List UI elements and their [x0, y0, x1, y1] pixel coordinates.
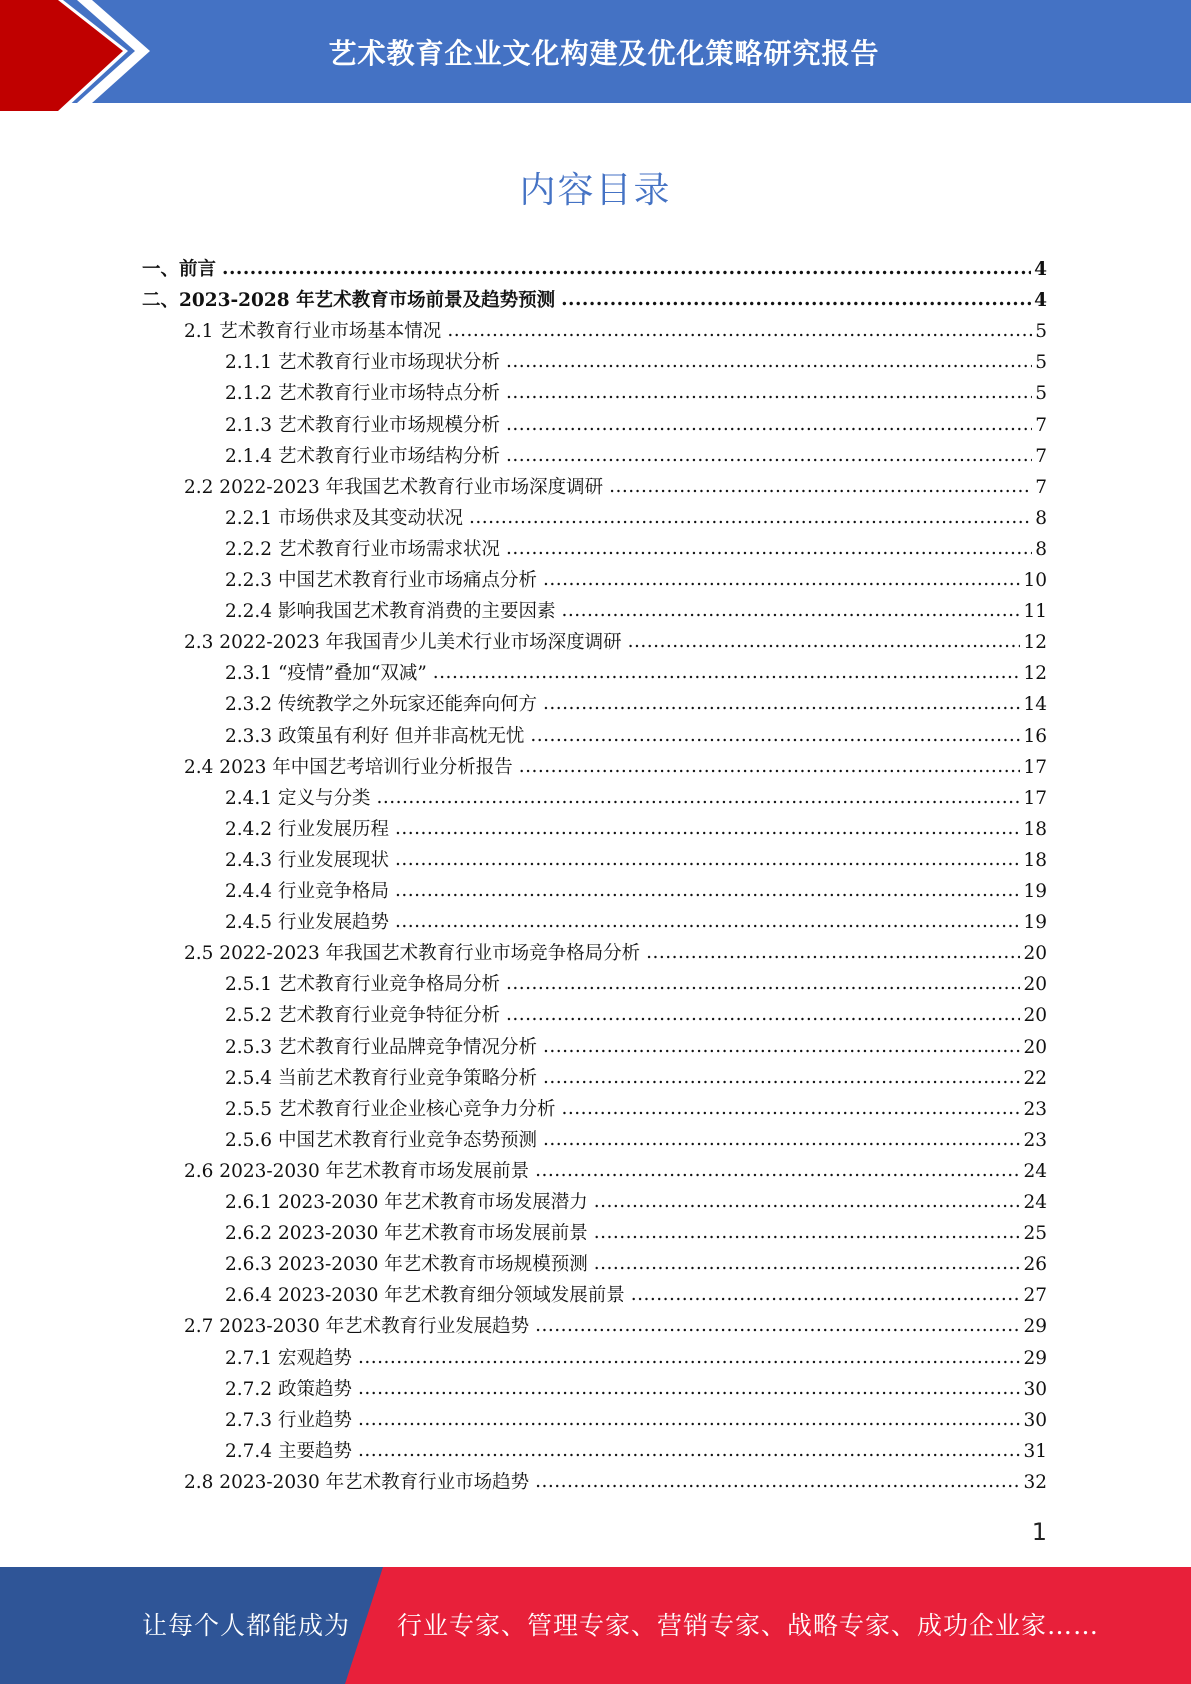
toc-entry[interactable]: [225, 1249, 1047, 1280]
toc-entry[interactable]: [225, 378, 1047, 409]
toc-entry-page-number: 7: [1035, 476, 1047, 498]
toc-entry[interactable]: [225, 969, 1047, 1000]
dot-leader: [561, 1093, 1020, 1124]
dot-leader: [358, 1342, 1021, 1373]
toc-entry-page-number: 20: [1023, 974, 1047, 996]
footer-slogan-lead: 让每个人都能成为: [142, 1611, 351, 1640]
toc-entry-page-number: 12: [1023, 632, 1047, 654]
toc-entry-label: 2.6.3 2023-2030 年艺术教育市场规模预测: [225, 1254, 588, 1276]
toc-entry[interactable]: [225, 1218, 1047, 1249]
toc-entry-label: 二、2023-2028 年艺术教育市场前景及趋势预测: [142, 290, 556, 312]
toc-entry-label: 2.2.1 市场供求及其变动状况: [225, 507, 463, 529]
toc-entry-page-number: 20: [1023, 943, 1047, 965]
toc-entry-page-number: 18: [1023, 849, 1047, 871]
toc-entry-page-number: 4: [1034, 290, 1047, 312]
toc-entry-label: 2.4.2 行业发展历程: [225, 818, 389, 840]
dot-leader: [594, 1186, 1021, 1217]
toc-entry-page-number: 5: [1035, 383, 1047, 405]
toc-entry-page-number: 14: [1023, 694, 1047, 716]
toc-entry-label: 2.2 2022-2023 年我国艺术教育行业市场深度调研: [184, 476, 604, 498]
toc-entry[interactable]: [184, 1156, 1047, 1187]
dot-leader: [543, 1031, 1020, 1062]
toc-entry-page-number: 4: [1034, 259, 1047, 280]
toc-entry-page-number: 27: [1023, 1285, 1047, 1307]
dot-leader: [395, 875, 1020, 906]
toc-entry-label: 2.2.3 中国艺术教育行业市场痛点分析: [225, 570, 537, 591]
dot-leader: [646, 937, 1020, 968]
dot-leader: [535, 1310, 1020, 1341]
toc-entry-page-number: 8: [1035, 507, 1047, 529]
toc-entry[interactable]: [225, 1094, 1047, 1125]
toc-entry-label: 2.7.2 政策趋势: [225, 1378, 352, 1400]
toc-entry[interactable]: [225, 347, 1047, 378]
dot-leader: [506, 533, 1032, 564]
dot-leader: [222, 253, 1031, 284]
toc-entry-page-number: 20: [1023, 1005, 1047, 1027]
toc-entry[interactable]: [184, 1467, 1047, 1498]
toc-entry-label: 2.5.1 艺术教育行业竞争格局分析: [225, 974, 500, 996]
toc-entry[interactable]: [225, 658, 1047, 689]
toc-entry[interactable]: [225, 1125, 1047, 1156]
toc-entry-label: 2.5.2 艺术教育行业竞争特征分析: [225, 1005, 500, 1027]
toc-entry-label: 2.8 2023-2030 年艺术教育行业市场趋势: [184, 1471, 530, 1493]
toc-entry-label: 2.1.4 艺术教育行业市场结构分析: [225, 445, 500, 467]
toc-entry-page-number: 24: [1023, 1192, 1047, 1213]
toc-entry[interactable]: [225, 689, 1047, 720]
dot-leader: [543, 1062, 1020, 1093]
dot-leader: [530, 720, 1020, 751]
toc-entry-label: 2.4.4 行业竞争格局: [225, 881, 389, 902]
toc-entry[interactable]: [225, 1000, 1047, 1031]
dot-leader: [628, 626, 1021, 657]
toc-entry-label: 2.4.5 行业发展趋势: [225, 912, 389, 934]
toc-entry-label: 2.3.1 “疫情”叠加“双减”: [225, 663, 427, 685]
dot-leader: [358, 1435, 1021, 1466]
toc-entry-page-number: 30: [1023, 1409, 1047, 1431]
toc-entry-label: 2.7.4 主要趋势: [225, 1440, 352, 1462]
footer-slogan-list: 行业专家、管理专家、营销专家、战略专家、成功企业家……: [397, 1611, 1100, 1640]
toc-entry[interactable]: [225, 721, 1047, 752]
toc-entry-page-number: 17: [1023, 756, 1047, 778]
toc-entry-page-number: 10: [1023, 570, 1047, 591]
header-band: [0, 0, 1191, 111]
toc-entry-page-number: 7: [1035, 445, 1047, 467]
toc-entry[interactable]: [225, 1032, 1047, 1063]
toc-entry[interactable]: [225, 907, 1047, 938]
toc-entry-label: 2.6.2 2023-2030 年艺术教育市场发展前景: [225, 1223, 588, 1245]
toc-entry-page-number: 22: [1023, 1067, 1047, 1089]
toc-entry-page-number: 26: [1023, 1254, 1047, 1276]
toc-entry[interactable]: [184, 1311, 1047, 1342]
toc-entry-label: 2.5.4 当前艺术教育行业竞争策略分析: [225, 1067, 537, 1089]
report-title: 艺术教育企业文化构建及优化策略研究报告: [328, 36, 880, 70]
dot-leader: [535, 1155, 1020, 1186]
toc-entry-label: 2.6.4 2023-2030 年艺术教育细分领域发展前景: [225, 1285, 625, 1307]
toc-entry[interactable]: [225, 1280, 1047, 1311]
toc-entry-label: 2.7 2023-2030 年艺术教育行业发展趋势: [184, 1316, 530, 1338]
toc-entry-label: 2.1 艺术教育行业市场基本情况: [184, 321, 442, 343]
dot-leader: [519, 751, 1021, 782]
toc-entry-label: 2.5.5 艺术教育行业企业核心竞争力分析: [225, 1098, 556, 1120]
toc-entry-label: 2.4.1 定义与分类: [225, 787, 371, 809]
toc-entry-page-number: 25: [1023, 1223, 1047, 1245]
toc-entry[interactable]: [142, 254, 1047, 285]
toc-entry[interactable]: [225, 596, 1047, 627]
dot-leader: [506, 440, 1032, 471]
dot-leader: [506, 346, 1032, 377]
toc-entry[interactable]: [225, 876, 1047, 907]
toc-entry[interactable]: [225, 1343, 1047, 1374]
toc-entry-label: 2.3.2 传统教学之外玩家还能奔向何方: [225, 694, 537, 716]
dot-leader: [506, 409, 1032, 440]
toc-heading: 内容目录: [519, 170, 672, 211]
toc-entry[interactable]: [225, 1405, 1047, 1436]
dot-leader: [358, 1404, 1021, 1435]
toc-entry-page-number: 19: [1023, 881, 1047, 902]
toc-entry[interactable]: [184, 627, 1047, 658]
toc-entry-page-number: 30: [1023, 1378, 1047, 1400]
toc-entry[interactable]: [225, 1374, 1047, 1405]
toc-entry[interactable]: [225, 1436, 1047, 1467]
page-number: 1: [1031, 1518, 1047, 1546]
toc-entry[interactable]: [225, 410, 1047, 441]
toc-entry-label: 2.7.3 行业趋势: [225, 1409, 352, 1431]
toc-entry-label: 2.4 2023 年中国艺考培训行业分析报告: [184, 756, 513, 778]
toc-entry-label: 2.5.6 中国艺术教育行业竞争态势预测: [225, 1129, 537, 1151]
toc-entry-label: 2.5 2022-2023 年我国艺术教育行业市场竞争格局分析: [184, 943, 641, 965]
toc-entry-label: 2.6.1 2023-2030 年艺术教育市场发展潜力: [225, 1192, 588, 1213]
toc-entry[interactable]: [142, 285, 1047, 316]
toc-entry-label: 2.2.2 艺术教育行业市场需求状况: [225, 538, 500, 560]
toc-entry-page-number: 23: [1023, 1129, 1047, 1151]
toc-entry[interactable]: [225, 565, 1047, 596]
dot-leader: [433, 657, 1021, 688]
dot-leader: [609, 471, 1032, 502]
toc-entry-label: 2.4.3 行业发展现状: [225, 849, 389, 871]
dot-leader: [469, 502, 1032, 533]
dot-leader: [395, 906, 1020, 937]
footer-band: [0, 1567, 1191, 1684]
dot-leader: [594, 1217, 1021, 1248]
dot-leader: [561, 595, 1020, 626]
toc-entry-page-number: 12: [1023, 663, 1047, 685]
toc-entry-label: 2.1.2 艺术教育行业市场特点分析: [225, 383, 500, 405]
toc-entry-page-number: 7: [1035, 414, 1047, 436]
toc-entry-label: 2.7.1 宏观趋势: [225, 1347, 352, 1369]
dot-leader: [506, 377, 1032, 408]
toc-entry-label: 2.1.3 艺术教育行业市场规模分析: [225, 414, 500, 436]
toc-entry-label: 2.6 2023-2030 年艺术教育市场发展前景: [184, 1160, 530, 1182]
dot-leader: [395, 813, 1020, 844]
toc-entry[interactable]: [184, 472, 1047, 503]
dot-leader: [561, 284, 1031, 315]
toc-entry-label: 2.1.1 艺术教育行业市场现状分析: [225, 352, 500, 374]
toc-entry[interactable]: [184, 752, 1047, 783]
dot-leader: [631, 1279, 1021, 1310]
dot-leader: [395, 844, 1020, 875]
toc-entry-page-number: 32: [1023, 1471, 1047, 1493]
toc-entry-page-number: 16: [1023, 725, 1047, 747]
dot-leader: [594, 1248, 1021, 1279]
toc-entry[interactable]: [184, 316, 1047, 347]
toc-entry-page-number: 20: [1023, 1036, 1047, 1058]
toc-entry-page-number: 24: [1023, 1160, 1047, 1182]
toc-entry[interactable]: [225, 814, 1047, 845]
toc-entry-page-number: 5: [1035, 321, 1047, 343]
toc-entry[interactable]: [225, 503, 1047, 534]
dot-leader: [506, 968, 1020, 999]
toc-entry[interactable]: [225, 1063, 1047, 1094]
dot-leader: [543, 688, 1020, 719]
toc-entry-label: 2.3 2022-2023 年我国青少儿美术行业市场深度调研: [184, 632, 622, 654]
toc-entry[interactable]: [225, 1187, 1047, 1218]
toc-entry-page-number: 29: [1023, 1347, 1047, 1369]
dot-leader: [358, 1373, 1021, 1404]
toc-entry[interactable]: [225, 441, 1047, 472]
toc-entry-page-number: 29: [1023, 1316, 1047, 1338]
toc-entry[interactable]: [184, 938, 1047, 969]
toc-entry-page-number: 18: [1023, 818, 1047, 840]
toc-entry-page-number: 23: [1023, 1098, 1047, 1120]
dot-leader: [543, 1124, 1020, 1155]
toc-entry-page-number: 8: [1035, 538, 1047, 560]
toc-entry[interactable]: [225, 534, 1047, 565]
dot-leader: [535, 1466, 1020, 1497]
toc-entry-page-number: 17: [1023, 787, 1047, 809]
toc-entry-page-number: 11: [1023, 601, 1047, 623]
toc-entry-label: 2.5.3 艺术教育行业品牌竞争情况分析: [225, 1036, 537, 1058]
toc-entry-label: 2.3.3 政策虽有利好 但并非高枕无忧: [225, 725, 525, 747]
dot-leader: [447, 315, 1032, 346]
toc-entry-page-number: 19: [1023, 912, 1047, 934]
dot-leader: [543, 564, 1020, 595]
toc-entry-page-number: 5: [1035, 352, 1047, 374]
toc-entry-label: 一、前言: [142, 259, 217, 280]
toc-entry-label: 2.2.4 影响我国艺术教育消费的主要因素: [225, 601, 556, 623]
toc-entry-page-number: 31: [1023, 1440, 1047, 1462]
dot-leader: [506, 999, 1020, 1030]
dot-leader: [376, 782, 1020, 813]
toc-entry[interactable]: [225, 845, 1047, 876]
toc-entry[interactable]: [225, 783, 1047, 814]
